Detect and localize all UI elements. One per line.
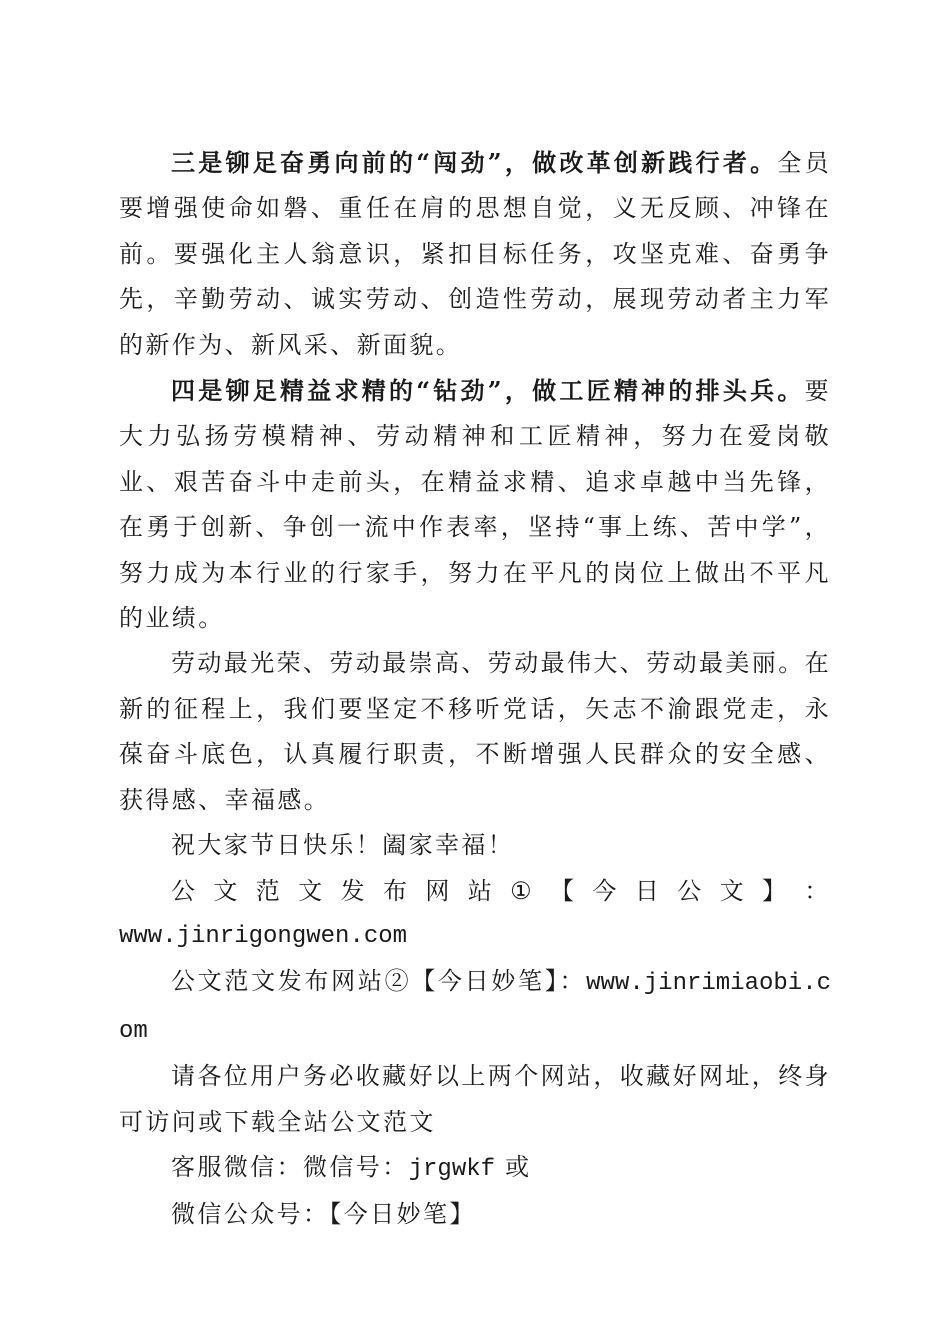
paragraph-three-lead: 三是铆足奋勇向前的“闯劲”，做改革创新践行者。: [171, 148, 778, 177]
document-body: [119, 140, 831, 1238]
paragraph-three-body: 全员要增强使命如磐、重任在肩的思想自觉，义无反顾、冲锋在前。要强化主人翁意识，紧扣目标任务，攻坚克难、奋勇争先，辛勤劳动、诚实劳动、创造性劳动，展现劳动者主力军的新作为、新风采、新面貌。: [119, 149, 831, 359]
paragraph-four-lead: 四是铆足精益求精的“钻劲”，做工匠精神的排头兵。: [171, 376, 805, 406]
paragraph-four-body: 要大力弘扬劳模精神、劳动精神和工匠精神，努力在爱岗敬业、艰苦奋斗中走前头，在精益求精、追求卓越中当先锋，在勇于创新、争创一流中作表率，坚持“事上练、苦中学”，努力成为本行业的行家手，努力在平凡的岗位上做出不平凡的业绩。: [119, 377, 831, 633]
paragraph-three: [119, 140, 831, 368]
paragraph-four: [119, 368, 831, 641]
site1-url: www.jinrigongwen.com: [119, 922, 408, 950]
wechat-id: jrgwkf: [408, 1155, 496, 1183]
closing-paragraph: 劳动最光荣、劳动最崇高、劳动最伟大、劳动最美丽。在新的征程上，我们要坚定不移听党话，矢志不渝跟党走，永葆奋斗底色，认真履行职责，不断增强人民群众的安全感、获得感、幸福感。: [119, 649, 831, 814]
site2-label: 公文范文发布网站②【今日妙笔】：: [171, 967, 587, 996]
wechat-suffix: 或: [505, 1152, 532, 1181]
notice-paragraph: 请各位用户务必收藏好以上两个网站，收藏好网址，终身可访问或下载全站公文范文: [119, 1062, 831, 1136]
greeting-line: 祝大家节日快乐！阖家幸福！: [171, 831, 515, 860]
official-account-line: 微信公众号：【今日妙笔】: [171, 1200, 476, 1229]
site1-label: 公 文 范 文 发 布 网 站 ① 【 今 日 公 文 】 ：: [171, 876, 831, 905]
wechat-label: 客服微信：微信号：: [171, 1152, 409, 1181]
wechat-line: [119, 1145, 831, 1192]
site2-url: www.jinrimiaobi.com: [119, 970, 831, 1045]
site2-line: [119, 959, 831, 1054]
